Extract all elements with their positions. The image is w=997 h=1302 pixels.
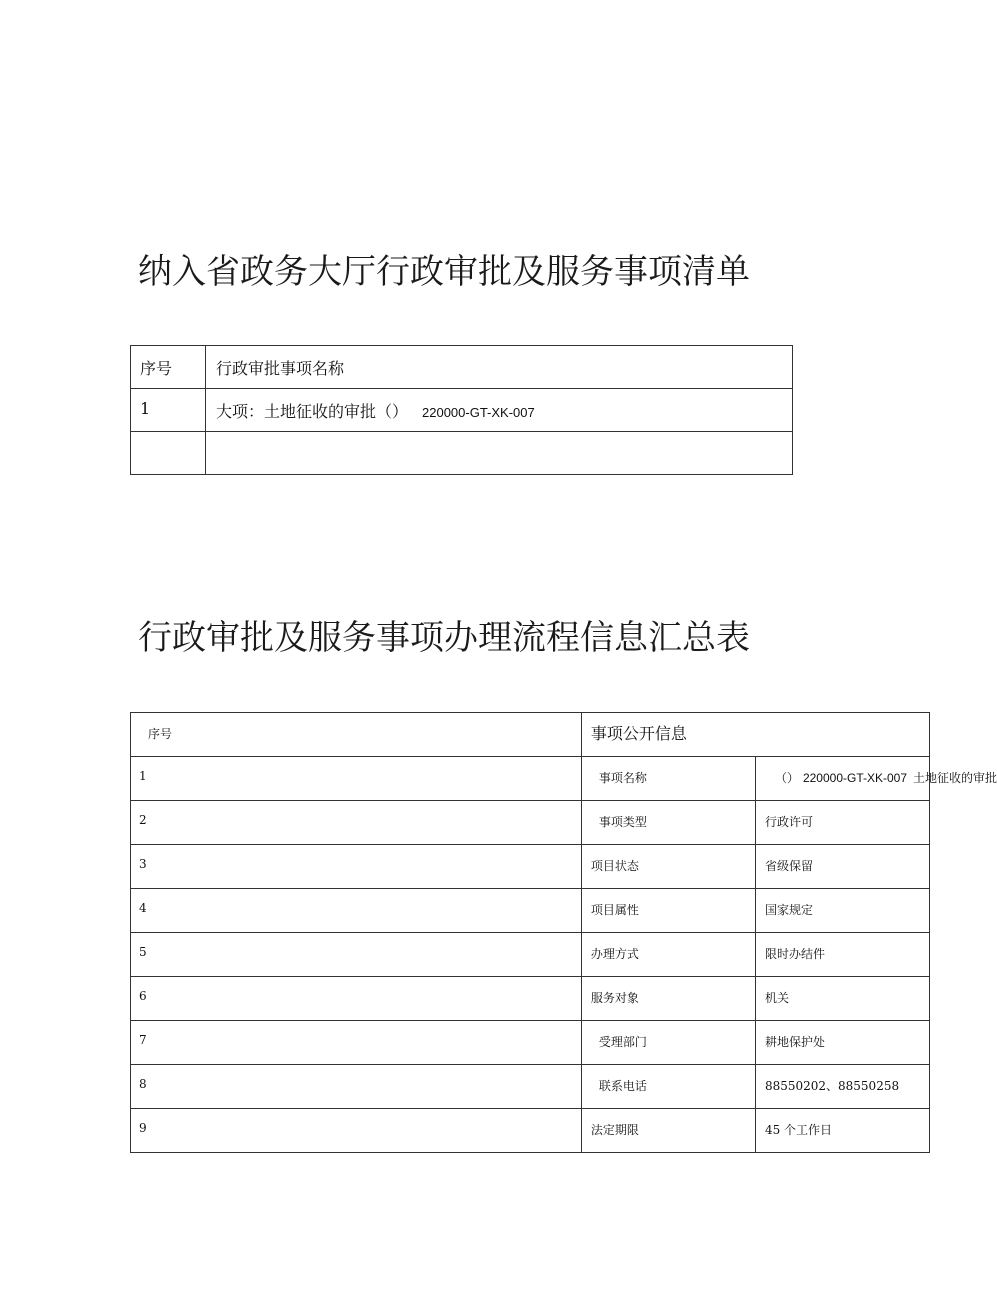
approval-items-table <box>130 345 793 475</box>
row-serial: 6 <box>131 977 582 1021</box>
table-row <box>131 1065 930 1109</box>
row-serial: 9 <box>131 1109 582 1153</box>
row-serial: 3 <box>131 845 582 889</box>
row-serial: 1 <box>131 757 582 801</box>
header-item-name: 行政审批事项名称 <box>206 346 793 389</box>
process-info-table <box>130 712 997 1153</box>
row-value: 耕地保护处 <box>755 1021 929 1065</box>
row-item-code: 220000-GT-XK-007 <box>422 405 535 420</box>
row-value: 机关 <box>755 977 929 1021</box>
list-title: 纳入省政务大厅行政审批及服务事项清单 <box>138 252 750 292</box>
header-serial: 序号 <box>131 713 582 757</box>
header-public-info: 事项公开信息 <box>581 713 929 757</box>
row-serial: 1 <box>131 389 206 432</box>
row-label: 受理部门 <box>581 1021 755 1065</box>
row-value: 国家规定 <box>755 889 929 933</box>
row-value: 土地征收的审批 <box>913 771 997 785</box>
row-value-prefix: （） <box>774 771 799 785</box>
row-label: 事项名称 <box>581 757 755 801</box>
table-row <box>131 757 930 801</box>
table-row <box>131 801 930 845</box>
row-value-cell <box>755 757 997 801</box>
row-item-name-cell <box>206 389 793 432</box>
table-row <box>131 977 930 1021</box>
table-row <box>131 933 930 977</box>
row-serial <box>131 432 206 475</box>
row-value: 88550202、88550258 <box>755 1065 929 1109</box>
row-label: 服务对象 <box>581 977 755 1021</box>
row-value: 45 个工作日 <box>755 1109 929 1153</box>
row-label: 法定期限 <box>581 1109 755 1153</box>
table-row <box>131 845 930 889</box>
table-row <box>131 1021 930 1065</box>
flow-title: 行政审批及服务事项办理流程信息汇总表 <box>138 618 750 658</box>
row-label: 项目状态 <box>581 845 755 889</box>
row-serial: 2 <box>131 801 582 845</box>
row-label: 项目属性 <box>581 889 755 933</box>
row-serial: 8 <box>131 1065 582 1109</box>
row-label: 事项类型 <box>581 801 755 845</box>
row-value: 省级保留 <box>755 845 929 889</box>
row-serial: 5 <box>131 933 582 977</box>
table-row <box>131 432 793 475</box>
table-row <box>131 389 793 432</box>
row-serial: 4 <box>131 889 582 933</box>
row-value-code: 220000-GT-XK-007 <box>802 771 908 785</box>
table-header-row <box>131 713 930 757</box>
table-header-row <box>131 346 793 389</box>
row-label: 办理方式 <box>581 933 755 977</box>
row-serial: 7 <box>131 1021 582 1065</box>
row-label: 联系电话 <box>581 1065 755 1109</box>
table-row <box>131 889 930 933</box>
table-row <box>131 1109 930 1153</box>
row-item-name: 大项：土地征收的审批（） <box>216 402 409 421</box>
header-serial: 序号 <box>131 346 206 389</box>
row-item-name <box>206 432 793 475</box>
row-value: 限时办结件 <box>755 933 929 977</box>
row-value: 行政许可 <box>755 801 929 845</box>
